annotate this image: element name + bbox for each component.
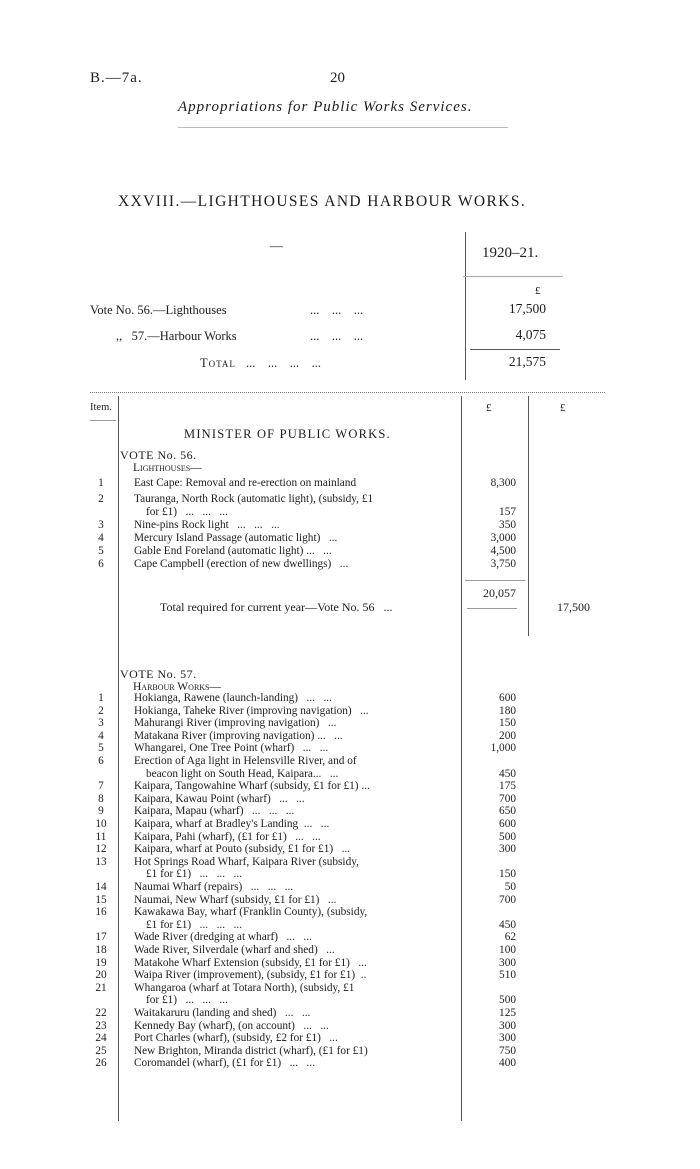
vote57-item-description: Kawakawa Bay, wharf (Franklin County), (subsidy,: [134, 906, 368, 919]
vote57-item-number: 21: [95, 981, 107, 994]
vote56-item-number: 1: [98, 477, 104, 489]
vote56-item-description: East Cape: Removal and re-erection on mainland: [134, 477, 357, 489]
vote57-row: [90, 982, 530, 1007]
vote57-item-number: 9: [98, 805, 104, 818]
vote57-subhead: Harbour Works—: [133, 681, 222, 693]
vote57-row: [90, 906, 530, 931]
vote57-item-description: Kaipara, wharf at Bradley's Landing ... ...: [134, 818, 330, 830]
item-header-rule: [90, 420, 116, 421]
vote56-item-description: Gable End Foreland (automatic light) ... ...: [134, 545, 332, 557]
vote57-item-number: 8: [98, 792, 104, 805]
vote56-item-number: 5: [98, 545, 104, 557]
vote57-title: VOTE No. 57.: [120, 667, 197, 681]
vote56-subtotal-rule: [465, 580, 525, 581]
vote57-item-number: 2: [98, 704, 104, 717]
vote57-item-description: for £1) ... ... ...: [146, 994, 228, 1007]
vote57-item-amount: 1,000: [490, 742, 516, 755]
vote56-item-amount: 157: [499, 506, 516, 518]
vote57-row: [90, 742, 530, 755]
vote57-item-description: Naumai, New Wharf (subsidy, £1 for £1) ...: [134, 893, 337, 906]
vote57-item-number: 18: [95, 944, 107, 956]
vote57-item-description: Kaipara, Tangowahine Wharf (subsidy, £1 for £1) ...: [134, 780, 370, 793]
vote57-row: [90, 705, 530, 718]
vote57-item-amount: 400: [499, 1057, 516, 1070]
vote57-item-description: Erection of Aga light in Helensville River, and of: [134, 755, 357, 767]
vote57-item-number: 19: [95, 956, 107, 969]
summary-total-amount: 21,575: [508, 354, 546, 369]
vote57-item-amount: 500: [499, 994, 516, 1007]
vote57-item-amount: 175: [499, 780, 516, 793]
vote56-row: [90, 558, 530, 571]
vote57-item-amount: 700: [499, 893, 516, 906]
vote57-row: [90, 957, 530, 970]
vote57-row: [90, 755, 530, 780]
vote57-item-amount: 300: [499, 843, 516, 856]
vote57-item-amount: 650: [499, 805, 516, 818]
vote57-item-amount: 750: [499, 1044, 516, 1057]
vote57-item-description: Wade River (dredging at wharf) ... ...: [134, 931, 312, 944]
vote56-item-number: 3: [98, 519, 104, 531]
col2-currency: £: [560, 402, 566, 414]
vote57-item-amount: 500: [499, 830, 516, 843]
vote57-row: [90, 831, 530, 844]
vote57-item-number: 23: [95, 1019, 107, 1032]
vote56-row: [90, 519, 530, 532]
vote57-row: [90, 969, 530, 982]
vote57-row: [90, 843, 530, 856]
vote56-item-amount: 4,500: [490, 545, 516, 557]
running-title: Appropriations for Public Works Services.: [178, 99, 473, 115]
vote57-item-description: Kennedy Bay (wharf), (on account) ... ...: [134, 1019, 329, 1032]
vote56-item-amount: 8,300: [490, 477, 516, 489]
vote57-row: [90, 805, 530, 818]
vote56-row: [90, 545, 530, 558]
vote57-item-description: Hot Springs Road Wharf, Kaipara River (subsidy,: [134, 855, 359, 868]
vote56-total: 17,500: [557, 600, 590, 614]
vote57-row: [90, 1007, 530, 1020]
vote57-item-amount: 180: [499, 704, 516, 717]
vote57-item-number: 1: [98, 692, 104, 704]
header-rule: [178, 127, 508, 128]
vote57-item-number: 14: [95, 881, 107, 893]
vote57-item-number: 6: [98, 755, 104, 767]
vote57-row: [90, 780, 530, 793]
summary-total-label: Total: [200, 356, 236, 370]
summary-total-dots: ... ... ... ...: [246, 356, 321, 370]
vote57-item-amount: 62: [504, 931, 516, 944]
vote57-item-amount: 300: [499, 1032, 516, 1045]
vote57-item-number: 20: [95, 969, 107, 982]
vote57-item-amount: 700: [499, 792, 516, 805]
vote57-item-number: 7: [98, 780, 104, 793]
table-top-rule: [90, 392, 605, 393]
vote57-item-number: 3: [98, 717, 104, 730]
vote57-item-description: £1 for £1) ... ... ...: [146, 918, 243, 931]
vote57-item-number: 13: [95, 855, 107, 868]
vote57-item-number: 26: [95, 1057, 107, 1070]
vote56-subhead: Lighthouses—: [133, 462, 202, 474]
vote57-item-amount: 450: [499, 767, 516, 780]
vote57-item-number: 22: [95, 1007, 107, 1019]
section-title: XXVIII.—LIGHTHOUSES AND HARBOUR WORKS.: [118, 193, 527, 210]
summary-row-56-dots: ... ... ...: [310, 303, 364, 317]
vote57-row: [90, 931, 530, 944]
vote57-item-amount: 100: [499, 944, 516, 956]
vote57-item-number: 4: [98, 729, 104, 742]
vote57-row: [90, 1032, 530, 1045]
vote56-total-label: Total required for current year—Vote No. 56 ...: [160, 600, 393, 614]
vote57-item-description: Waitakaruru (landing and shed) ... ...: [134, 1007, 311, 1019]
vote57-item-number: 11: [95, 830, 107, 843]
summary-col-blank: —: [270, 238, 283, 253]
vote57-item-number: 25: [95, 1044, 107, 1057]
summary-row-57-label: ,, 57.—Harbour Works: [116, 329, 237, 343]
summary-row-56-label: Vote No. 56.—Lighthouses: [90, 303, 227, 317]
vote57-item-amount: 600: [499, 818, 516, 830]
vote57-item-description: Hokianga, Taheke River (improving navigation) ...: [134, 704, 369, 717]
vote57-item-description: Coromandel (wharf), (£1 for £1) ... ...: [134, 1057, 316, 1070]
vote56-item-description: Tauranga, North Rock (automatic light), (subsidy, £1: [134, 493, 374, 505]
vote56-item-amount: 3,750: [490, 558, 516, 570]
vote56-row: [90, 493, 530, 519]
summary-header-rule: [463, 276, 563, 277]
vote57-item-number: 24: [95, 1032, 107, 1045]
vote57-row: [90, 793, 530, 806]
vote57-item-number: 5: [98, 742, 104, 755]
vote57-row: [90, 818, 530, 831]
vote56-item-number: 6: [98, 558, 104, 570]
vote57-item-description: £1 for £1) ... ... ...: [146, 868, 243, 881]
vote57-item-description: Matakana River (improving navigation) ... ...: [134, 729, 343, 742]
vote57-row: [90, 717, 530, 730]
vote57-item-description: Matakohe Wharf Extension (subsidy, £1 for £1) ...: [134, 956, 367, 969]
vote57-item-amount: 510: [499, 969, 516, 982]
vote57-item-description: Whangarei, One Tree Point (wharf) ... ...: [134, 742, 329, 755]
summary-column-rule: [465, 232, 466, 380]
vote56-total-rule: [467, 608, 517, 609]
vote57-item-description: Whangaroa (wharf at Totara North), (subsidy, £1: [134, 981, 355, 994]
vote57-item-amount: 300: [499, 956, 516, 969]
vote57-item-amount: 50: [504, 881, 516, 893]
summary-total-rule: [470, 349, 560, 350]
vote57-item-amount: 600: [499, 692, 516, 704]
vote57-item-number: 17: [95, 931, 107, 944]
vote56-subtotal: 20,057: [483, 586, 516, 600]
vote56-item-description: Nine-pins Rock light ... ... ...: [134, 519, 280, 531]
vote57-item-description: Naumai Wharf (repairs) ... ... ...: [134, 881, 294, 893]
vote56-row: [90, 532, 530, 545]
item-header: Item.: [90, 402, 112, 413]
vote57-item-description: Kaipara, Kawau Point (wharf) ... ...: [134, 792, 305, 805]
vote57-item-description: Kaipara, Mapau (wharf) ... ... ...: [134, 805, 295, 818]
vote57-row: [90, 692, 530, 705]
vote56-item-description: Mercury Island Passage (automatic light) ...: [134, 532, 338, 544]
page-ref: B.—7a.: [90, 70, 143, 86]
vote57-item-amount: 125: [499, 1007, 516, 1019]
col1-currency: £: [486, 402, 492, 414]
vote56-item-amount: 350: [499, 519, 516, 531]
summary-row-57-amount: 4,075: [515, 327, 546, 342]
vote57-item-number: 10: [95, 818, 107, 830]
vote57-item-amount: 300: [499, 1019, 516, 1032]
vote57-item-number: 12: [95, 843, 107, 856]
summary-row-57-dots: ... ... ...: [310, 329, 364, 343]
vote56-row: [90, 477, 530, 490]
vote56-item-description: Cape Campbell (erection of new dwellings) ...: [134, 558, 349, 570]
vote57-item-amount: 150: [499, 868, 516, 881]
vote57-item-description: Wade River, Silverdale (wharf and shed) ...: [134, 944, 335, 956]
summary-col-year: 1920–21.: [482, 245, 539, 261]
vote57-row: [90, 730, 530, 743]
vote56-title: VOTE No. 56.: [120, 448, 197, 462]
vote57-item-amount: 150: [499, 717, 516, 730]
vote57-item-description: Hokianga, Rawene (launch-landing) ... ...: [134, 692, 332, 704]
page-number: 20: [330, 70, 345, 86]
vote56-item-number: 2: [98, 493, 104, 505]
summary-row-56-amount: 17,500: [508, 301, 546, 316]
vote57-item-description: Port Charles (wharf), (subsidy, £2 for £1) ...: [134, 1032, 338, 1045]
vote57-row: [90, 1045, 530, 1058]
vote57-item-number: 15: [95, 893, 107, 906]
vote57-row: [90, 1057, 530, 1070]
vote57-item-description: New Brighton, Miranda district (wharf), (£1 for £1): [134, 1044, 368, 1057]
vote57-item-description: beacon light on South Head, Kaipara... ...: [146, 767, 339, 780]
vote57-row: [90, 1020, 530, 1033]
vote57-row: [90, 894, 530, 907]
vote57-item-description: Mahurangi River (improving navigation) ...: [134, 717, 337, 730]
summary-currency: £: [535, 285, 541, 297]
vote57-item-amount: 450: [499, 918, 516, 931]
vote57-item-description: Kaipara, wharf at Pouto (subsidy, £1 for £1) ...: [134, 843, 351, 856]
vote57-item-amount: 200: [499, 729, 516, 742]
vote56-item-description: for £1) ... ... ...: [146, 506, 228, 518]
vote56-item-number: 4: [98, 532, 104, 544]
vote57-item-description: Kaipara, Pahi (wharf), (£1 for £1) ... ...: [134, 830, 321, 843]
vote57-item-description: Waipa River (improvement), (subsidy, £1 for £1) ..: [134, 969, 367, 982]
vote57-row: [90, 944, 530, 957]
vote57-row: [90, 856, 530, 881]
vote57-item-number: 16: [95, 906, 107, 919]
vote56-item-amount: 3,000: [490, 532, 516, 544]
vote57-row: [90, 881, 530, 894]
minister-heading: MINISTER OF PUBLIC WORKS.: [184, 427, 391, 441]
